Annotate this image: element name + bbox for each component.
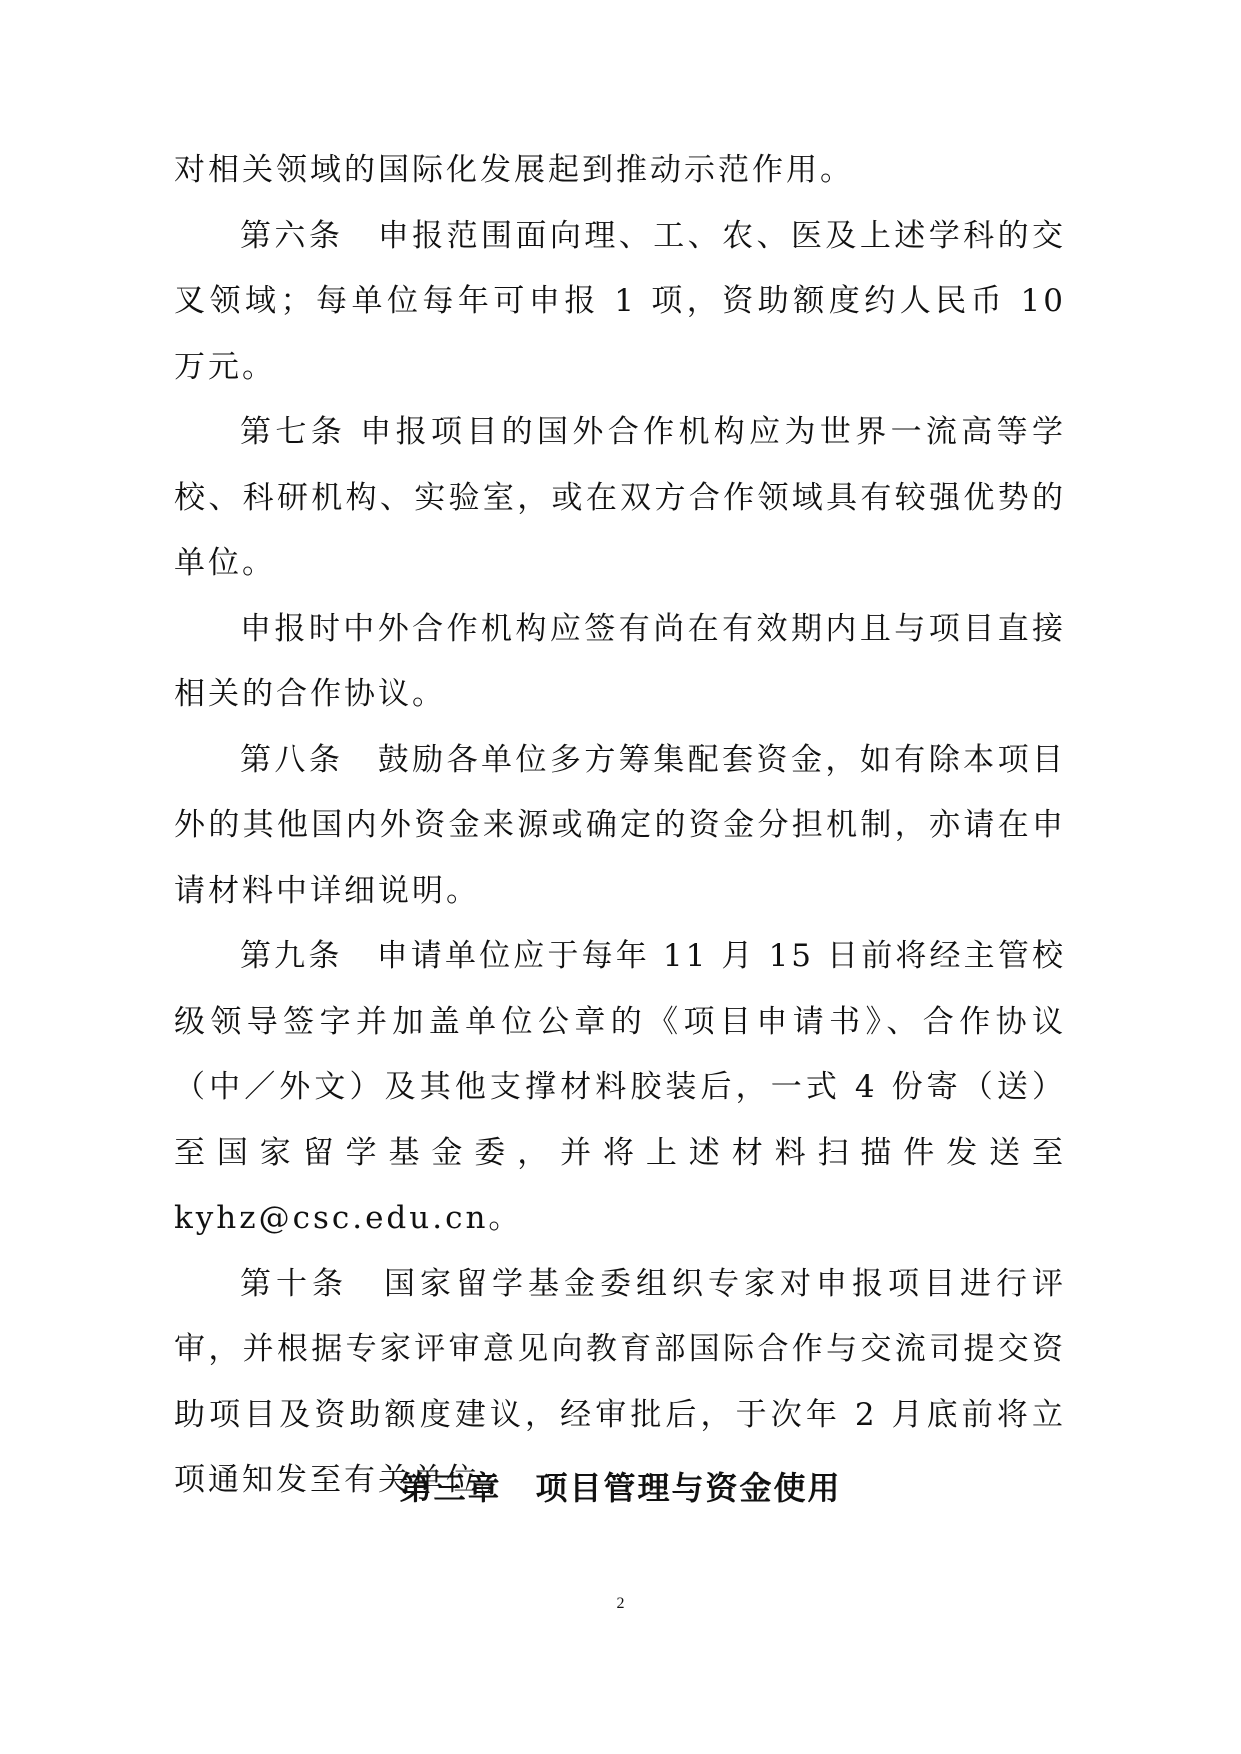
article-10-paragraph: 第十条 国家留学基金委组织专家对申报项目进行评审，并根据专家评审意见向教育部国际合作与交流司提交资助项目及资助额度建议，经审批后，于次年 2 月底前将立项通知发至有关单位。 [174,1265,1066,1498]
chapter-heading: 第三章 项目管理与资金使用 [399,1469,842,1507]
body-text [174,138,1066,1514]
article-8-paragraph: 第八条 鼓励各单位多方筹集配套资金，如有除本项目外的其他国内外资金来源或确定的资金分担机制，亦请在申请材料中详细说明。 [174,741,1066,909]
paragraph-continuation: 对相关领域的国际化发展起到推动示范作用。 [174,152,854,188]
article-6-paragraph: 第六条 申报范围面向理、工、农、医及上述学科的交叉领域；每单位每年可申报 1 项，资助额度约人民币 10 万元。 [174,217,1066,385]
article-9-paragraph: 第九条 申请单位应于每年 11 月 15 日前将经主管校级领导签字并加盖单位公章的《项目申请书》、合作协议（中／外文）及其他支撑材料胶装后，一式 4 份寄（送）至国家留学基金委，并将上述材料扫描件发送至 kyhz@csc.edu.cn。 [174,938,1066,1236]
article-7-agreement-paragraph: 申报时中外合作机构应签有尚在有效期内且与项目直接相关的合作协议。 [174,610,1066,712]
article-7-paragraph: 第七条 申报项目的国外合作机构应为世界一流高等学校、科研机构、实验室，或在双方合作领域具有较强优势的单位。 [174,414,1066,581]
page-number: 2 [616,1595,625,1612]
